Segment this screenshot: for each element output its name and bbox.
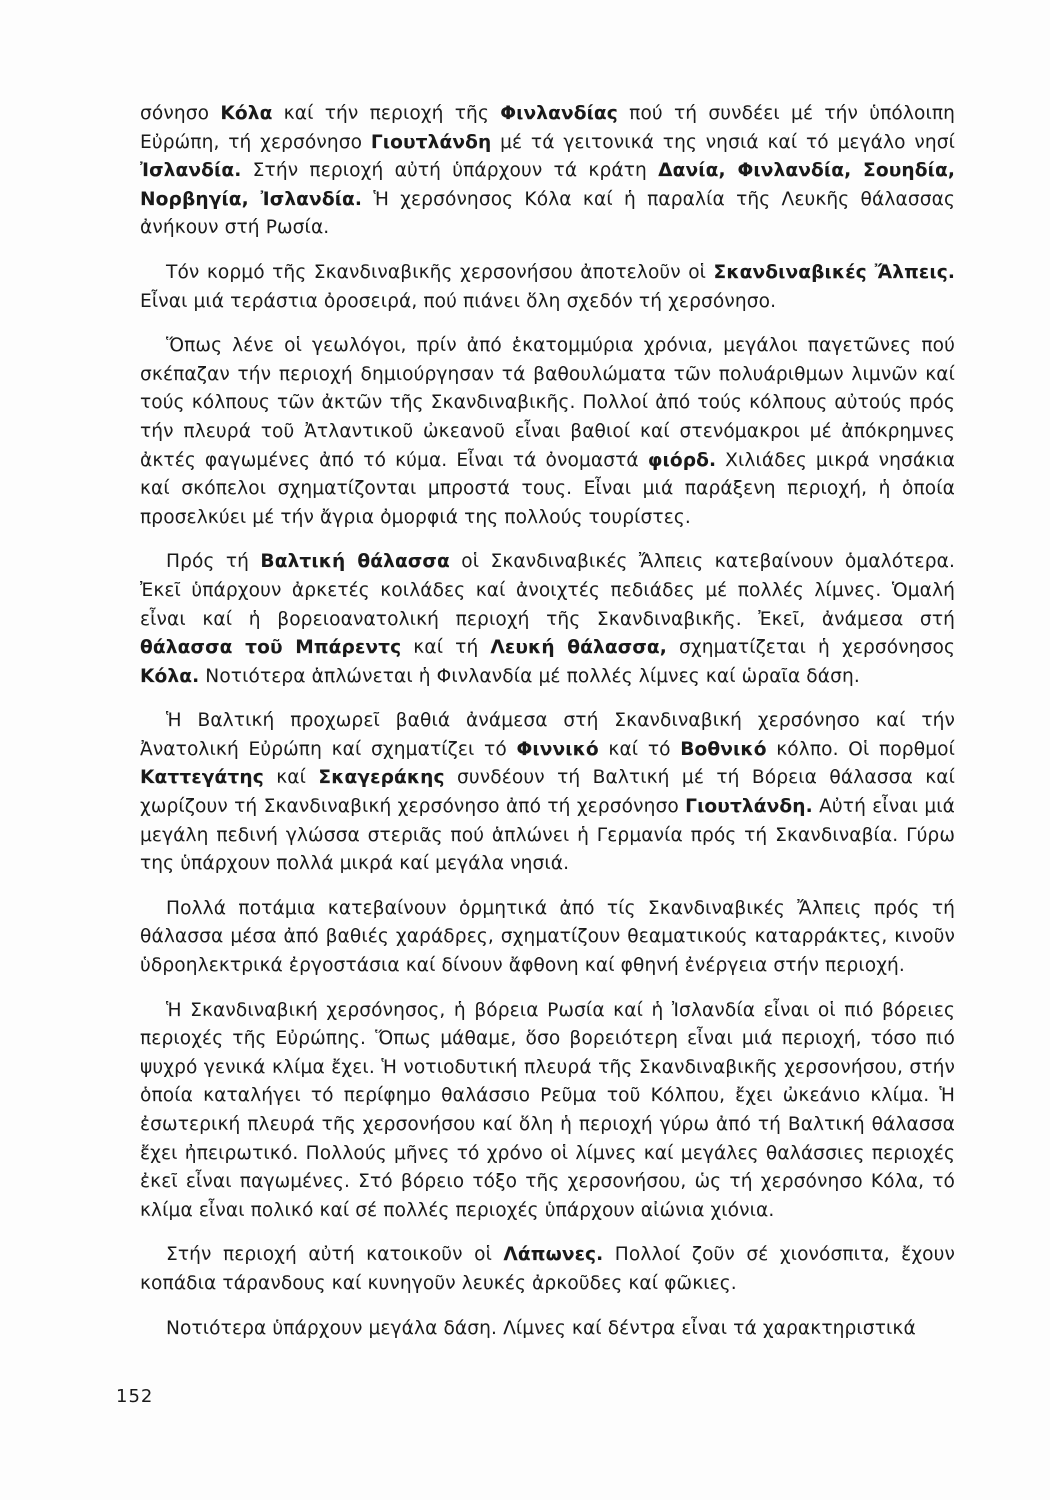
text-run: Πολλοί ζοῦν σέ χιονόσπιτα, ἔχουν κοπάδια τάρανδους καί κυνηγοῦν λευκές ἀρκοῦδες καί φῶκιες. [140, 1244, 955, 1294]
bold-term: Βαλτική θάλασσα [260, 551, 450, 573]
paragraph [140, 1315, 955, 1344]
text-run: Ἡ χερσόνησος Κόλα καί ἡ παραλία τῆς Λευκῆς θάλασσας ἀνήκουν στή Ρωσία. [140, 188, 955, 239]
text-run: σόνησο [140, 103, 221, 124]
text-run: καί τή [401, 637, 491, 659]
text-run: πού τή συνδέει μέ τήν ὑπόλοιπη Εὐρώπη, τή χερσόνησο [140, 103, 956, 153]
text-run: μέ τά γειτονικά της νησιά καί τό μεγάλο νησί [491, 131, 955, 153]
text-run: Πρός τή [166, 551, 261, 573]
paragraph [140, 259, 955, 316]
bold-term: Δανία, Φινλανδία, Σουηδία, Νορβηγία, Ἰσλανδία. [140, 160, 955, 210]
paragraph [140, 895, 955, 981]
text-run: Εἶναι μιά τεράστια ὀροσειρά, πού πιάνει ὅλη σχεδόν τή χερσόνησο. [140, 290, 777, 312]
text-run: συνδέουν τή Βαλτική μέ τή Βόρεια θάλασσα καί χωρίζουν τή Σκανδιναβική χερσόνησο ἀπό τή χερσόνησο [140, 767, 955, 818]
text-run: Στήν περιοχή αὐτή ὑπάρχουν τά κράτη [241, 160, 659, 182]
paragraph [140, 332, 955, 532]
bold-term: Φιννικό [516, 738, 599, 760]
bold-term: Φινλανδίας [500, 103, 618, 124]
text-run: Αὐτή εἶναι μιά μεγάλη πεδινή γλώσσα στεριᾶς πού ἁπλώνει ἡ Γερμανία πρός τή Σκανδιναβία. Γύρω της ὑπάρχουν πολλά μικρά καί μεγάλα νησιά. [140, 796, 955, 875]
text-run: Ἡ Βαλτική προχωρεῖ βαθιά ἀνάμεσα στή Σκανδιναβική χερσόνησο καί τήν Ἀνατολική Εὐρώπη καί σχηματίζει τό [140, 710, 955, 760]
bold-term: Ἰσλανδία. [140, 160, 242, 182]
text-run: οἱ Σκανδιναβικές Ἄλπεις κατεβαίνουν ὁμαλότερα. Ἐκεῖ ὑπάρχουν ἀρκετές κοιλάδες καί ἀνοιχτές πεδιάδες μέ πολλές λίμνες. Ὁμαλή εἶναι καί ἡ βορειοανατολική περιοχή τῆς Σκανδιναβικῆς. Ἐκεῖ, ἀνάμεσα στή [140, 551, 955, 630]
body-text [140, 100, 955, 1359]
text-run: καί τήν περιοχή τῆς [272, 103, 501, 124]
text-run: Τόν κορμό τῆς Σκανδιναβικῆς χερσονήσου ἀποτελοῦν οἱ [166, 261, 714, 283]
paragraph [140, 548, 955, 691]
bold-term: Γιουτλάνδη [370, 131, 492, 153]
bold-term: Κόλα. [140, 665, 200, 687]
text-run: Ὅπως λένε οἱ γεωλόγοι, πρίν ἀπό ἑκατομμύρια χρόνια, μεγάλοι παγετῶνες πού σκέπαζαν τήν περιοχή δημιούργησαν τά βαθουλώματα τῶν πολυάριθμων λιμνῶν καί τούς κόλπους τῶν ἀκτῶν τῆς Σκανδιναβικῆς. Πολλοί ἀπό τούς κόλπους αὐτούς πρός τήν πλευρά τοῦ Ἀτλαντικοῦ ὠκεανοῦ εἶναι βαθιοί καί στενόμακροι μέ ἀπόκρημνες ἀκτές φαγωμένες ἀπό τό κύμα. Εἶναι τά ὀνομαστά [140, 335, 955, 471]
bold-term: Σκαγεράκης [318, 767, 445, 789]
text-run: καί [263, 767, 319, 789]
text-run: Νοτιότερα ὑπάρχουν μεγάλα δάση. Λίμνες καί δέντρα εἶναι τά χαρακτηριστικά [166, 1317, 916, 1339]
bold-term: Κόλα [220, 103, 273, 124]
bold-term: Λάπωνες. [503, 1244, 604, 1266]
bold-term: φιόρδ. [647, 449, 717, 471]
text-run: Ἡ Σκανδιναβική χερσόνησος, ἡ βόρεια Ρωσία καί ἡ Ἰσλανδία εἶναι οἱ πιό βόρειες περιοχές τῆς Εὐρώπης. Ὅπως μάθαμε, ὅσο βορειότερη εἶναι μιά περιοχή, τόσο πιό ψυχρό γενικά κλίμα ἔχει. Ἡ νοτιοδυτική πλευρά τῆς Σκανδιναβικῆς χερσονήσου, στήν ὁποία καταλήγει τό περίφημο θαλάσσιο Ρεῦμα τοῦ Κόλπου, ἔχει ὠκεάνιο κλίμα. Ἡ ἐσωτερική πλευρά τῆς χερσονήσου καί ὅλη ἡ περιοχή γύρω ἀπό τή Βαλτική θάλασσα ἔχει ἠπειρωτικό. Πολλούς μῆνες τό χρόνο οἱ λίμνες καί μεγάλες θαλάσσιες περιοχές ἐκεῖ εἶναι παγωμένες. Στό βόρειο τόξο τῆς χερσονήσου, ὡς τή χερσόνησο Κόλα, τό κλίμα εἶναι πολικό καί σέ πολλές περιοχές ὑπάρχουν αἰώνια χιόνια. [140, 999, 955, 1221]
paragraph [140, 100, 955, 243]
text-run: καί τό [598, 738, 681, 760]
page-number: 152 [116, 1386, 154, 1407]
bold-term: Γιουτλάνδη. [685, 796, 813, 818]
text-run: Χιλιάδες μικρά νησάκια καί σκόπελοι σχηματίζονται μπροστά τους. Εἶναι μιά παράξενη περιοχή, ἡ ὁποία προσελκύει μέ τήν ἄγρια ὀμορφιά της πολλούς τουρίστες. [140, 449, 956, 528]
text-run: Στήν περιοχή αὐτή κατοικοῦν οἱ [166, 1244, 504, 1266]
text-run: Πολλά ποτάμια κατεβαίνουν ὁρμητικά ἀπό τίς Σκανδιναβικές Ἄλπεις πρός τή θάλασσα μέσα ἀπό βαθιές χαράδρες, σχηματίζουν θεαματικούς καταρράκτες, κινοῦν ὑδροηλεκτρικά ἐργοστάσια καί δίνουν ἄφθονη καί φθηνή ἐνέργεια στήν περιοχή. [140, 897, 955, 977]
paragraph [140, 997, 955, 1226]
text-run: σχηματίζεται ἡ χερσόνησος [666, 637, 955, 659]
bold-term: Σκανδιναβικές Ἄλπεις. [713, 261, 956, 283]
bold-term: Καττεγάτης [140, 767, 264, 789]
text-run: κόλπο. Οἱ πορθμοί [766, 738, 955, 760]
paragraph [140, 1241, 955, 1298]
text-run: Νοτιότερα ἁπλώνεται ἡ Φινλανδία μέ πολλές λίμνες καί ὡραῖα δάση. [199, 665, 860, 687]
bold-term: θάλασσα τοῦ Μπάρεντς [140, 637, 402, 659]
bold-term: Βοθνικό [680, 738, 767, 760]
bold-term: Λευκή θάλασσα, [490, 637, 667, 659]
paragraph [140, 707, 955, 879]
